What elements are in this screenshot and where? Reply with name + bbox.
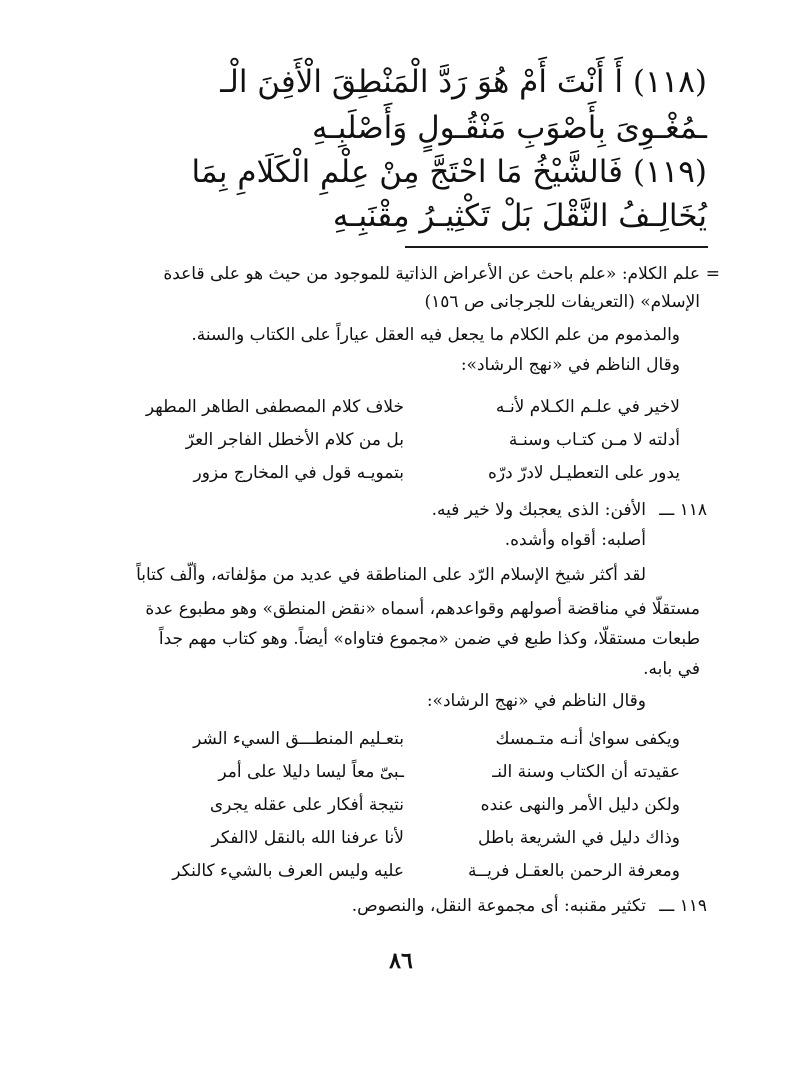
paragraph-mantiq-line3: طبعات مستقلّا، وكذا طبع في ضمن «مجموع فتاواه» أيضاً. وهو كتاب مهم جداً bbox=[158, 629, 700, 649]
note-118-aslabuh: أصلبه: أقواه وأشده. bbox=[504, 530, 646, 550]
poem2-hemistich-b: لأنا عرفنا الله بالنقل لاالفكر bbox=[211, 828, 404, 848]
verse-118-line1: (١١٨) أَ أَنْتَ أَمْ هُوَ رَدَّ الْمَنْطِقَ الْأَفِنَ الْـ bbox=[220, 64, 707, 100]
poem1-hemistich-a: يدور على التعطيـل لادرّ درّه bbox=[488, 463, 680, 483]
poem2-hemistich-b: بتعـليم المنطـــق السيء الشر bbox=[193, 729, 404, 749]
poem2-hemistich-a: وذاك دليل في الشريعة باطل bbox=[478, 828, 680, 848]
poem1-hemistich-b: خلاف كلام المصطفى الطاهر المطهر bbox=[145, 397, 404, 417]
poem1-row bbox=[0, 461, 802, 485]
continuation-mark: = bbox=[705, 264, 720, 284]
paragraph-mantiq-line1: لقد أكثر شيخ الإسلام الرّد على المناطقة في عديد من مؤلفاته، وألّف كتاباً bbox=[136, 565, 646, 585]
poem1-row bbox=[0, 395, 802, 419]
poem2-hemistich-b: ـبىّ معاً ليسا دليلا على أمر bbox=[218, 762, 404, 782]
poem2-hemistich-b: نتيجة أفكار على عقله يجرى bbox=[209, 795, 404, 815]
poem2-row bbox=[0, 826, 802, 850]
note-119-number: ١١٩ ـــ bbox=[659, 896, 707, 916]
poem2-hemistich-b: عليه وليس العرف بالشيء كالنكر bbox=[172, 861, 404, 881]
poem1-hemistich-b: بل من كلام الأخطل الفاجر العرّ bbox=[185, 430, 404, 450]
verse-118-line2: ـمُغْـوِىَ بِأَصْوَبِ مَنْقُـولٍ وَأَصْلَبِـهِ bbox=[312, 110, 707, 146]
footnote-dispraised: والمذموم من علم الكلام ما يجعل فيه العقل عياراً على الكتاب والسنة. bbox=[191, 325, 680, 345]
note-119-text: تكثير مقنبه: أى مجموعة النقل، والنصوص. bbox=[351, 896, 646, 916]
poem2-hemistich-a: ويكفى سواىٰ أنـه متـمسك bbox=[495, 729, 680, 749]
footnote-kalam-line2: الإسلام» (التعريفات للجرجانى ص ١٥٦) bbox=[424, 292, 700, 312]
footnote-separator bbox=[405, 246, 708, 248]
poem2-row bbox=[0, 760, 802, 784]
poem1-hemistich-a: أدلته لا مـن كتـاب وسنـة bbox=[508, 430, 680, 450]
verse-119-line1: (١١٩) فَالشَّيْخُ مَا احْتَجَّ مِنْ عِلْمِ الْكَلَامِ بِمَا bbox=[191, 154, 707, 190]
poem1-row bbox=[0, 428, 802, 452]
page-number: ٨٦ bbox=[389, 948, 413, 974]
paragraph-mantiq-line4: في بابه. bbox=[643, 659, 700, 679]
poem2-hemistich-a: ولكن دليل الأمر والنهى عنده bbox=[480, 795, 680, 815]
footnote-nazim-said-1: وقال الناظم في «نهج الرشاد»: bbox=[460, 355, 680, 375]
poem2-row bbox=[0, 859, 802, 883]
poem2-hemistich-a: عقيدته أن الكتاب وسنة النـ bbox=[492, 762, 680, 782]
footnote-nazim-said-2: وقال الناظم في «نهج الرشاد»: bbox=[426, 691, 646, 711]
poem1-hemistich-b: بتمويـه قول في المخارج مزور bbox=[193, 463, 404, 483]
footnote-kalam-line1: علم الكلام: «علم باحث عن الأعراض الذاتية للموجود من حيث هو على قاعدة bbox=[163, 264, 700, 284]
verse-119-line2: يُخَالِـفُ النَّقْلَ بَلْ تَكْثِيـرُ مِقْنَبِـهِ bbox=[332, 198, 707, 234]
poem1-hemistich-a: لاخير في علـم الكـلام لأنـه bbox=[495, 397, 680, 417]
poem2-row bbox=[0, 727, 802, 751]
note-118-afan: الأفن: الذى يعجبك ولا خير فيه. bbox=[431, 500, 646, 520]
poem2-row bbox=[0, 793, 802, 817]
note-118-number: ١١٨ ـــ bbox=[659, 500, 707, 520]
paragraph-mantiq-line2: مستقلّا في مناقضة أصولهم وقواعدهم، أسماه «نقض المنطق» وهو مطبوع عدة bbox=[145, 599, 700, 619]
poem2-hemistich-a: ومعرفة الرحمن بالعقـل فريــة bbox=[468, 861, 680, 881]
